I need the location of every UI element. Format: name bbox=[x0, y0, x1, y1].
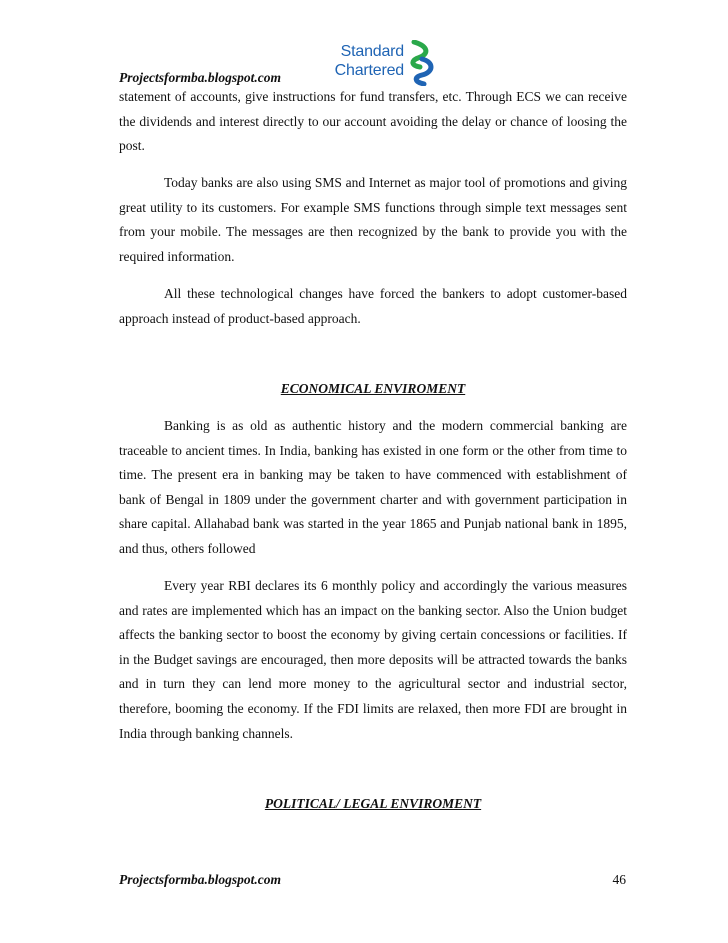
logo-swirl-icon bbox=[406, 40, 436, 86]
paragraph-sms: Today banks are also using SMS and Internet as major tool of promotions and giving great utility to its customers. For example SMS functions through simple text messages sent from your mobile. The messages are then recognized by the bank to provide you with the required information. bbox=[119, 175, 627, 264]
standard-chartered-logo bbox=[318, 38, 438, 88]
heading-political-legal-environment: POLITICAL/ LEGAL ENVIROMENT bbox=[264, 796, 482, 812]
paragraph-statement: statement of accounts, give instructions for fund transfers, etc. Through ECS we can receive the dividends and interest directly to our account avoiding the delay or chance of loosing the post. bbox=[119, 89, 627, 154]
footer-site-name: Projectsformba.blogspot.com bbox=[119, 872, 281, 887]
page-number: 46 bbox=[612, 872, 626, 887]
logo-line-1: Standard bbox=[340, 43, 404, 60]
heading-economical-environment: ECONOMICAL ENVIROMENT bbox=[280, 381, 466, 397]
header-site-name: Projectsformba.blogspot.com bbox=[119, 70, 281, 85]
body-content bbox=[119, 85, 627, 817]
logo-wordmark bbox=[318, 42, 404, 80]
paragraph-history: Banking is as old as authentic history and the modern commercial banking are traceable to ancient times. In India, banking has existed in one form or the other from time to time. The present era in banking may be taken to have commenced with establishment of bank of Bengal in 1809 under the government charter and with government participation in share capital. Allahabad bank was started in the year 1865 and Punjab national bank in 1895, and thus, others followed bbox=[119, 418, 627, 557]
logo-line-2: Chartered bbox=[334, 62, 404, 79]
paragraph-rbi: Every year RBI declares its 6 monthly policy and accordingly the various measures and rates are implemented which has an impact on the banking sector. Also the Union budget affects the banking sector to boost the economy by giving certain concessions or facilities. If in the Budget savings are encouraged, then more deposits will be attracted towards the banks and in turn they can lend more money to the agricultural sector and industrial sector, therefore, booming the economy. If the FDI limits are relaxed, then more FDI are brought in India through banking channels. bbox=[119, 578, 627, 741]
paragraph-technology: All these technological changes have forced the bankers to adopt customer-based approach instead of product-based approach. bbox=[119, 285, 627, 326]
